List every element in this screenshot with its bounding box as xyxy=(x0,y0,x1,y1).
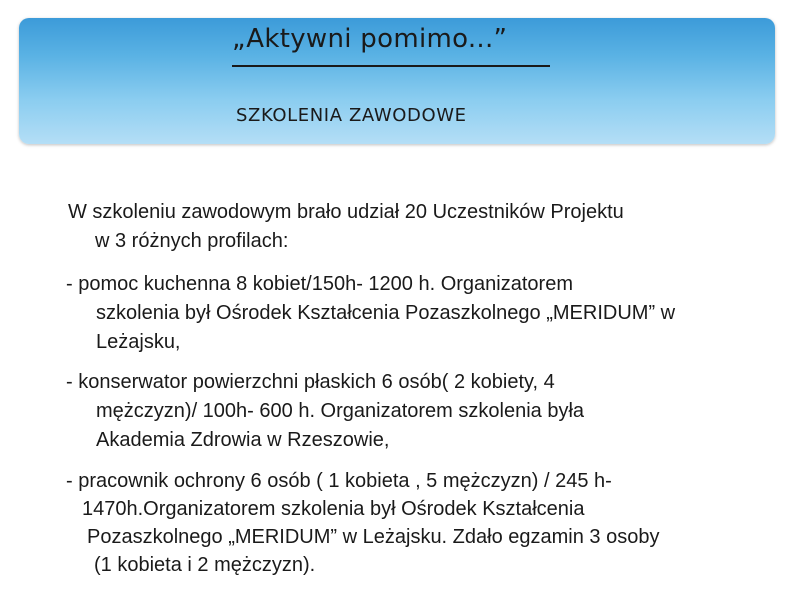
slide-title: „Aktywni pomimo...” xyxy=(232,24,508,54)
intro-line: w 3 różnych profilach: xyxy=(95,230,289,252)
intro-line: W szkoleniu zawodowym brało udział 20 Uczestników Projektu xyxy=(68,201,624,223)
list-item-line: Pozaszkolnego „MERIDUM” w Leżajsku. Zdało egzamin 3 osoby xyxy=(87,526,660,548)
list-item-line: 1470h.Organizatorem szkolenia był Ośrodek Kształcenia xyxy=(82,498,585,520)
list-item-line: - pomoc kuchenna 8 kobiet/150h- 1200 h. Organizatorem xyxy=(66,273,573,295)
list-item-line: Akademia Zdrowia w Rzeszowie, xyxy=(96,429,390,451)
list-item-line: (1 kobieta i 2 mężczyzn). xyxy=(94,554,316,576)
list-item-line: szkolenia był Ośrodek Kształcenia Pozaszkolnego „MERIDUM” w xyxy=(96,302,676,324)
list-item-line: - pracownik ochrony 6 osób ( 1 kobieta , 5 mężczyzn) / 245 h- xyxy=(66,470,612,492)
slide-subtitle: SZKOLENIA ZAWODOWE xyxy=(236,105,467,126)
list-item-line: Leżajsku, xyxy=(96,331,181,353)
list-item-line: mężczyzn)/ 100h- 600 h. Organizatorem szkolenia była xyxy=(96,400,585,422)
list-item-line: - konserwator powierzchni płaskich 6 osób( 2 kobiety, 4 xyxy=(66,371,555,393)
